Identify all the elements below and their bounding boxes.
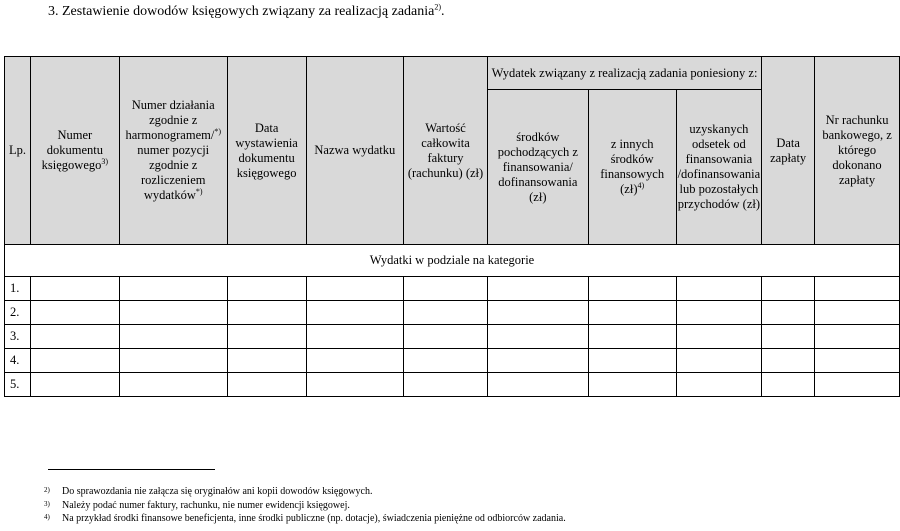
table-cell[interactable] <box>119 349 227 373</box>
row-number: 5. <box>5 373 31 397</box>
header-payment-date: Data zapłaty <box>762 57 815 245</box>
table-cell[interactable] <box>588 277 676 301</box>
table-cell[interactable] <box>588 325 676 349</box>
table-cell[interactable] <box>487 349 588 373</box>
footnote-text: Należy podać numer faktury, rachunku, nie numer ewidencji księgowej. <box>62 500 350 511</box>
footnote-number: 3) <box>44 500 50 508</box>
table-cell[interactable] <box>227 277 306 301</box>
table-cell[interactable] <box>487 325 588 349</box>
footnote-ref-3: 3) <box>101 156 109 166</box>
section-heading <box>48 4 445 20</box>
table-cell[interactable] <box>815 373 900 397</box>
table-cell[interactable] <box>30 325 119 349</box>
table-cell[interactable] <box>762 277 815 301</box>
table-cell[interactable] <box>404 301 488 325</box>
category-row: Wydatki w podziale na kategorie <box>5 245 900 277</box>
footnote-number: 4) <box>44 513 50 521</box>
table-cell[interactable] <box>676 277 762 301</box>
table-cell[interactable] <box>119 301 227 325</box>
table-row <box>5 301 900 325</box>
footnote-ref-star: *) <box>214 126 221 136</box>
row-number: 4. <box>5 349 31 373</box>
table-row <box>5 277 900 301</box>
heading-text: 3. Zestawienie dowodów księgowych związany za realizacją zadania <box>48 4 435 19</box>
table-cell[interactable] <box>815 277 900 301</box>
table-cell[interactable] <box>119 325 227 349</box>
row-number: 1. <box>5 277 31 301</box>
header-interest-income: uzyskanych odsetek od finansowania /dofinansowania lub pozostałych przychodów (zł) <box>676 90 762 245</box>
table-cell[interactable] <box>676 301 762 325</box>
table-cell[interactable] <box>588 301 676 325</box>
heading-footnote-ref: 2) <box>434 2 442 12</box>
header-document-number: Numer dokumentu księgowego$^{3)}$ <box>30 57 119 245</box>
table-cell[interactable] <box>762 301 815 325</box>
table-cell[interactable] <box>404 325 488 349</box>
header-lp: Lp. <box>5 57 31 245</box>
header-invoice-value: Wartość całkowita faktury (rachunku) (zł) <box>404 57 488 245</box>
footnote-separator <box>48 469 215 470</box>
footnote-text: Na przykład środki finansowe beneficjenta, inne środki publiczne (np. dotacje), świadczenia pieniężne od odbiorców zadania. <box>62 513 566 524</box>
table-cell[interactable] <box>762 325 815 349</box>
table-cell[interactable] <box>30 301 119 325</box>
header-other-funds: z innych środków finansowych (zł)$^{4)}$ <box>588 90 676 245</box>
table-cell[interactable] <box>676 349 762 373</box>
header-expense-name: Nazwa wydatku <box>306 57 404 245</box>
table-cell[interactable] <box>306 325 404 349</box>
header-issue-date: Data wystawienia dokumentu księgowego <box>227 57 306 245</box>
table-cell[interactable] <box>306 373 404 397</box>
table-cell[interactable] <box>487 301 588 325</box>
table-row <box>5 325 900 349</box>
table-cell[interactable] <box>588 349 676 373</box>
header-bank-account: Nr rachunku bankowego, z którego dokonano zapłaty <box>815 57 900 245</box>
table-cell[interactable] <box>676 325 762 349</box>
table-row <box>5 349 900 373</box>
table-cell[interactable] <box>404 349 488 373</box>
table-cell[interactable] <box>306 349 404 373</box>
table-cell[interactable] <box>815 325 900 349</box>
footnote-number: 2) <box>44 486 50 494</box>
table-cell[interactable] <box>30 373 119 397</box>
table-cell[interactable] <box>30 277 119 301</box>
table-cell[interactable] <box>404 277 488 301</box>
table-cell[interactable] <box>487 373 588 397</box>
table-cell[interactable] <box>227 325 306 349</box>
footnote-item <box>44 500 350 511</box>
footnote-text: Do sprawozdania nie załącza się oryginałów ani kopii dowodów księgowych. <box>62 486 373 497</box>
table-cell[interactable] <box>762 373 815 397</box>
table-cell[interactable] <box>487 277 588 301</box>
table-cell[interactable] <box>676 373 762 397</box>
footnote-ref-4: 4) <box>637 180 645 190</box>
heading-period: . <box>441 4 445 19</box>
table-row <box>5 373 900 397</box>
footnote-item <box>44 486 372 497</box>
table-cell[interactable] <box>227 301 306 325</box>
table-cell[interactable] <box>119 373 227 397</box>
table-cell[interactable] <box>588 373 676 397</box>
expense-documents-table <box>4 56 900 397</box>
table-cell[interactable] <box>119 277 227 301</box>
table-cell[interactable] <box>227 349 306 373</box>
header-funding-source: środków pochodzących z finansowania/ dofinansowania (zł) <box>487 90 588 245</box>
footnote-item <box>44 513 566 524</box>
table-cell[interactable] <box>227 373 306 397</box>
footnote-ref-star: *) <box>195 186 203 196</box>
row-number: 3. <box>5 325 31 349</box>
table-cell[interactable] <box>762 349 815 373</box>
header-action-number: Numer działania zgodnie z harmonogramem/*) numer pozycji zgodnie z rozliczeniem wydatków*) <box>119 57 227 245</box>
header-expense-group: Wydatek związany z realizacją zadania poniesiony z: <box>487 57 761 90</box>
table-cell[interactable] <box>30 349 119 373</box>
row-number: 2. <box>5 301 31 325</box>
table-cell[interactable] <box>306 301 404 325</box>
table-cell[interactable] <box>815 301 900 325</box>
table-cell[interactable] <box>815 349 900 373</box>
table-cell[interactable] <box>404 373 488 397</box>
table-cell[interactable] <box>306 277 404 301</box>
